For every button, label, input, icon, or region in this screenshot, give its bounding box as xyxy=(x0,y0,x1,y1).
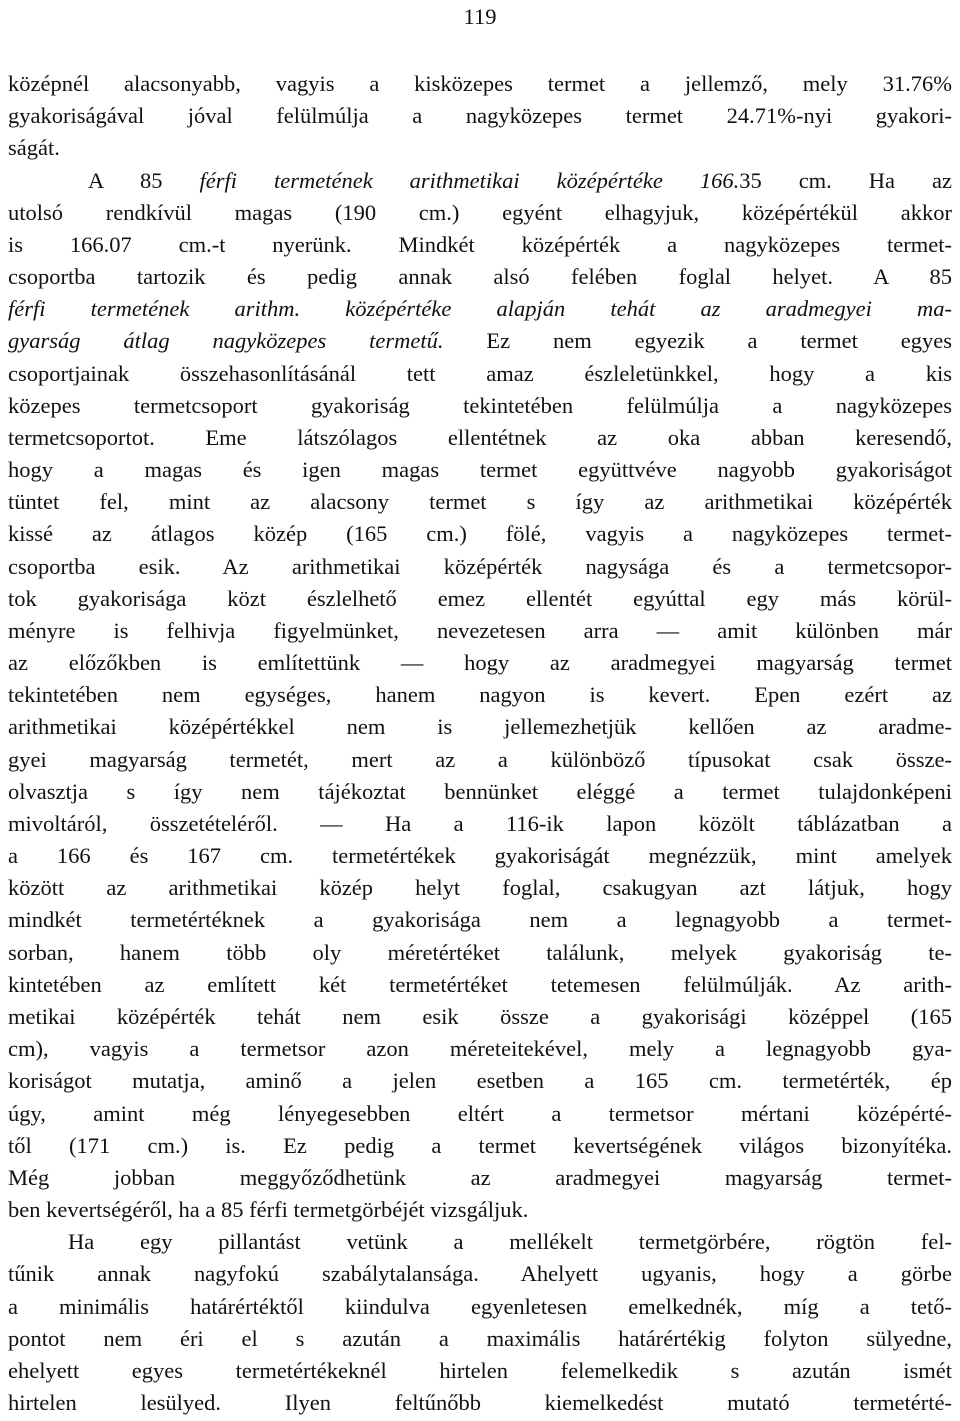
italic-text: férfi termetének arithmetikai középértéke 166. xyxy=(199,167,740,193)
text-line xyxy=(8,68,952,100)
text-span: gyei magyarság termetét, mert az a különböző típusokat csak össze- xyxy=(8,746,952,772)
text-span: arithmetikai középértékkel nem is jellemezhetjük kellően az aradme- xyxy=(8,714,952,740)
text-span: Ha egy pillantást vetünk a mellékelt termetgörbére, rögtön fel- xyxy=(68,1229,952,1255)
text-line xyxy=(8,679,952,711)
body-text xyxy=(8,68,952,1419)
text-span: tekintetében nem egységes, hanem nagyon is kevert. Epen ezért az xyxy=(8,682,952,708)
text-line xyxy=(8,390,952,422)
text-line xyxy=(8,1001,952,1033)
text-span: utolsó rendkívül magas (190 cm.) egyént elhagyjuk, középértékül akkor xyxy=(8,199,952,225)
text-line xyxy=(8,229,952,261)
text-span: középnél alacsonyabb, vagyis a kisközepes termet a jellemző, mely 31.76% xyxy=(8,71,952,96)
text-span: csoportba esik. Az arithmetikai középérték nagysága és a termetcsopor- xyxy=(8,553,952,579)
text-line xyxy=(8,840,952,872)
text-line xyxy=(8,711,952,743)
text-span: gyakoriságával jóval felülmúlja a nagyközepes termet 24.71%-nyi gyakori- xyxy=(8,103,952,129)
text-line xyxy=(8,422,952,454)
text-line xyxy=(8,293,952,325)
text-line xyxy=(8,904,952,936)
text-line xyxy=(8,776,952,808)
text-span: mivoltáról, összetételéről. — Ha a 116-ik lapon közölt táblázatban a xyxy=(8,810,952,836)
text-span: kintetében az említett két termetértéket tetemesen felülmúlják. Az arith- xyxy=(8,971,952,997)
text-line xyxy=(8,1258,952,1290)
text-line xyxy=(8,1355,952,1387)
text-span: pontot nem éri el s azután a maximális határértékig folyton sülyedne, xyxy=(8,1325,952,1351)
text-line xyxy=(8,518,952,550)
text-span: úgy, amint még lényegesebben eltért a termetsor mértani középérté- xyxy=(8,1100,952,1126)
text-span: is 166.07 cm.-t nyerünk. Mindkét középérték a nagyközepes termet- xyxy=(8,231,952,257)
text-line xyxy=(8,132,952,164)
text-line xyxy=(8,1065,952,1097)
text-span: között az arithmetikai közép helyt foglal, csakugyan azt látjuk, hogy xyxy=(8,875,952,901)
text-span: metikai középérték tehát nem esik össze a gyakorisági középpel (165 xyxy=(8,1003,952,1029)
page-number: 119 xyxy=(463,4,497,29)
text-span: kissé az átlagos közép (165 cm.) fölé, vagyis a nagyközepes termet- xyxy=(8,521,952,547)
text-line xyxy=(8,165,952,197)
text-line xyxy=(8,808,952,840)
text-span: koriságot mutatja, aminő a jelen esetben a 165 cm. termetérték, ép xyxy=(8,1068,952,1094)
text-span: tok gyakorisága közt észlelhető emez ellentét egyúttal egy más körül- xyxy=(8,585,952,611)
text-line xyxy=(8,937,952,969)
text-line xyxy=(8,551,952,583)
text-line xyxy=(8,1323,952,1355)
text-line xyxy=(8,1162,952,1194)
text-span: termetcsoportot. Eme látszólagos ellentétnek az oka abban keresendő, xyxy=(8,424,952,450)
text-line xyxy=(8,744,952,776)
text-span: sorban, hanem több oly méretértéket találunk, melyek gyakoriság te- xyxy=(8,939,952,965)
text-span: hogy a magas és igen magas termet együttvéve nagyobb gyakoriságot xyxy=(8,457,952,483)
text-span: olvasztja s így nem tájékoztat bennünket eléggé a termet tulajdonképeni xyxy=(8,778,952,804)
text-line xyxy=(8,325,952,357)
text-line xyxy=(8,615,952,647)
text-line xyxy=(8,1226,952,1258)
text-line xyxy=(8,1033,952,1065)
text-line xyxy=(8,1387,952,1419)
text-span: csoportba tartozik és pedig annak alsó felében foglal helyet. A 85 xyxy=(8,264,952,290)
text-line xyxy=(8,100,952,132)
text-span: ehelyett egyes termetértékeknél hirtelen felemelkedik s azután ismét xyxy=(8,1357,952,1383)
text-span: A 85 xyxy=(88,167,200,193)
text-span: ságát. xyxy=(8,135,60,161)
text-span: közepes termetcsoport gyakoriság tekintetében felülmúlja a nagyközepes xyxy=(8,392,952,418)
text-span: cm), vagyis a termetsor azon méreteitekével, mely a legnagyobb gya- xyxy=(8,1036,952,1062)
text-line xyxy=(8,486,952,518)
text-span: csoportjainak összehasonlításánál tett amaz észleletünkkel, hogy a kis xyxy=(8,360,952,386)
text-span: ményre is felhivja figyelmünket, nevezetesen arra — amit különben már xyxy=(8,617,952,643)
text-line xyxy=(8,261,952,293)
text-line xyxy=(8,969,952,1001)
text-line xyxy=(8,197,952,229)
text-line xyxy=(8,1291,952,1323)
text-line xyxy=(8,358,952,390)
text-span: től (171 cm.) is. Ez pedig a termet kevertségének világos bizonyítéka. xyxy=(8,1132,952,1158)
text-line xyxy=(8,872,952,904)
text-line xyxy=(8,454,952,486)
text-line xyxy=(8,583,952,615)
text-span: tüntet fel, mint az alacsony termet s így az arithmetikai középérték xyxy=(8,489,952,515)
text-line xyxy=(8,1194,952,1226)
text-span: a 166 és 167 cm. termetértékek gyakoriságát megnézzük, mint amelyek xyxy=(8,843,952,869)
text-span: Ez nem egyezik a termet egyes xyxy=(443,328,952,354)
text-span: ben kevertségéről, ha a 85 férfi termetgörbéjét vizsgáljuk. xyxy=(8,1197,529,1223)
italic-text: gyarság átlag nagyközepes termetű. xyxy=(8,328,444,354)
text-span: az előzőkben is említettünk — hogy az aradmegyei magyarság termet xyxy=(8,650,952,676)
text-span: 35 cm. Ha az xyxy=(739,167,952,193)
text-span: hirtelen lesülyed. Ilyen feltűnőbb kiemelkedést mutató termetérté- xyxy=(8,1390,952,1416)
text-span: mindkét termetértéknek a gyakorisága nem a legnagyobb a termet- xyxy=(8,907,952,933)
text-span: a minimális határértéktől kiindulva egyenletesen emelkednék, míg a tető- xyxy=(8,1293,952,1319)
text-line xyxy=(8,1130,952,1162)
text-line xyxy=(8,1098,952,1130)
text-line xyxy=(8,647,952,679)
text-span: tűnik annak nagyfokú szabálytalansága. Ahelyett ugyanis, hogy a görbe xyxy=(8,1261,952,1287)
italic-text: férfi termetének arithm. középértéke alapján tehát az aradmegyei ma- xyxy=(8,296,952,322)
text-span: Még jobban meggyőződhetünk az aradmegyei magyarság termet- xyxy=(8,1164,952,1190)
